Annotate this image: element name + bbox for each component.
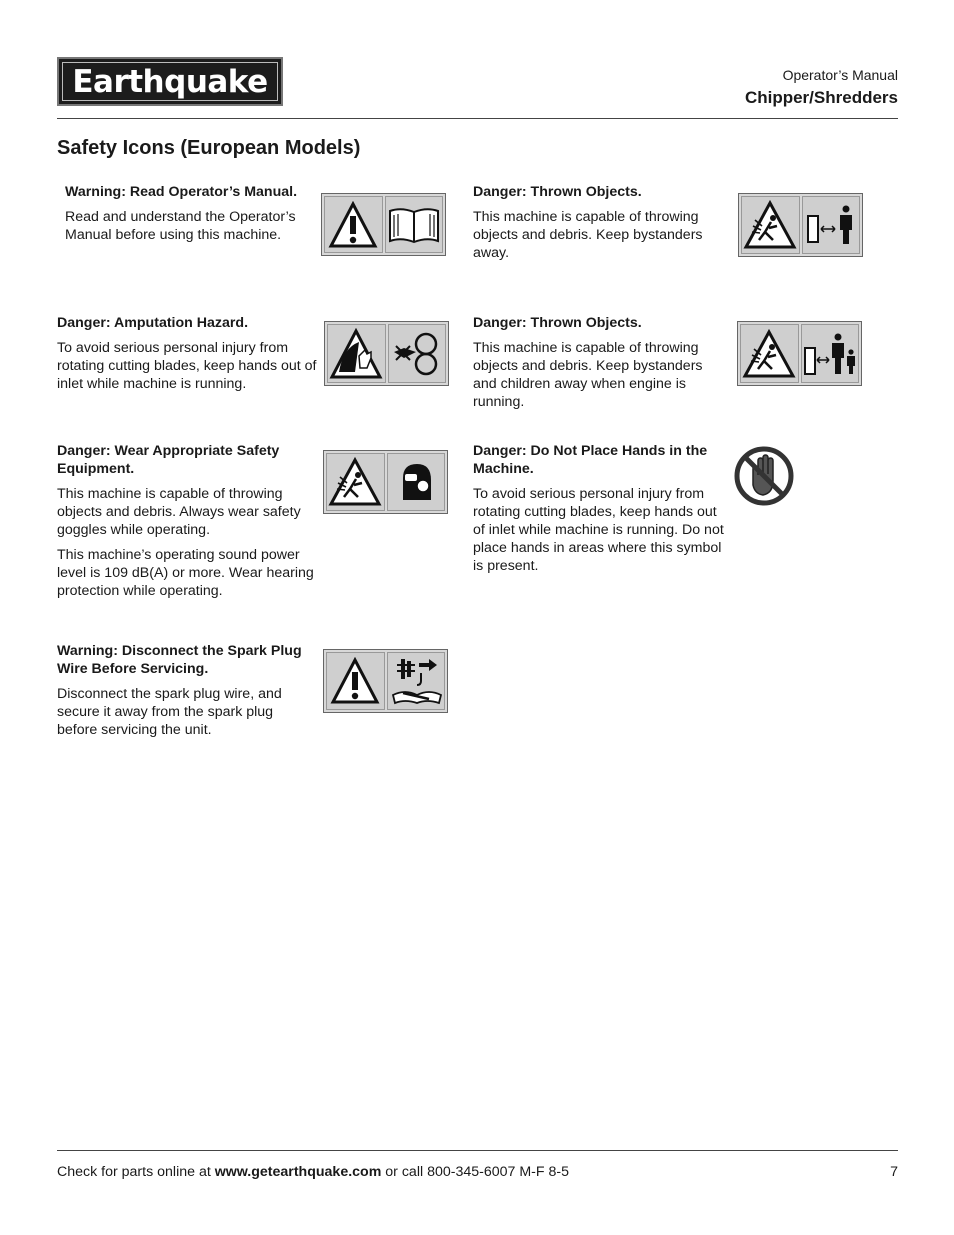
header-divider (57, 118, 898, 119)
safety-entry-read-manual (65, 183, 315, 251)
footer-prefix: Check for parts online at (57, 1164, 215, 1180)
entry-heading: Danger: Thrown Objects. (473, 315, 642, 331)
safety-entry-thrown-objects-children (473, 314, 723, 418)
entry-text: To avoid serious personal injury from rotating cutting blades, keep hands out of inlet while machine is running. (57, 340, 317, 392)
thrown-objects-icon (326, 453, 385, 511)
entry-heading: Warning: Read Operator’s Manual. (65, 184, 298, 200)
entry-text: To avoid serious personal injury from rotating cutting blades, keep hands out of inlet while machine is running. Do not place hands in areas where this symbol is present. (473, 486, 724, 574)
thrown-objects-icon (740, 324, 799, 383)
safety-entry-spark-plug (57, 642, 317, 746)
no-hands-icon (733, 445, 795, 507)
safety-entry-thrown-objects (473, 183, 723, 269)
section-title: Safety Icons (European Models) (57, 137, 361, 159)
brand-logo-text: Earthquake (62, 62, 278, 101)
thrown-objects-icon (741, 196, 800, 254)
safety-entry-safety-equipment (57, 442, 317, 607)
warning-triangle-icon (326, 652, 385, 710)
entry-text: This machine’s operating sound power level is 109 dB(A) or more. Wear hearing protection while operating. (57, 547, 314, 599)
rotating-blades-icon (388, 324, 447, 383)
hand-cutting-blade-icon (327, 324, 386, 383)
entry-heading: Danger: Amputation Hazard. (57, 315, 249, 331)
entry-text: This machine is capable of throwing objects and debris. Keep bystanders and children away when engine is running. (473, 340, 703, 410)
entry-text: This machine is capable of throwing objects and debris. Always wear safety goggles while operating. (57, 486, 301, 538)
icon-panel-spark-plug (323, 649, 448, 713)
entry-heading: Danger: Thrown Objects. (473, 184, 642, 200)
icon-panel-safety-equipment (323, 450, 448, 514)
safety-entry-no-hands (473, 442, 731, 582)
keep-children-away-icon (801, 324, 860, 383)
footer-text (57, 1164, 569, 1180)
safety-entry-amputation (57, 314, 317, 400)
entry-heading: Danger: Do Not Place Hands in the Machine. (473, 443, 708, 477)
entry-text: Disconnect the spark plug wire, and secure it away from the spark plug before servicing the unit. (57, 686, 282, 738)
product-title: Chipper/Shredders (744, 88, 898, 107)
footer-parts-link[interactable]: www.getearthquake.com (214, 1164, 382, 1180)
spark-plug-manual-icon (387, 652, 446, 710)
warning-triangle-icon (324, 196, 383, 253)
entry-text: Read and understand the Operator’s Manual before using this machine. (65, 209, 296, 243)
open-manual-icon (385, 196, 444, 253)
page-number: 7 (890, 1164, 898, 1180)
entry-text: This machine is capable of throwing objects and debris. Keep bystanders away. (473, 209, 703, 261)
icon-panel-thrown-objects-children (737, 321, 862, 386)
safety-goggles-ear-protection-icon (387, 453, 446, 511)
brand-logo (57, 57, 283, 106)
entry-heading: Danger: Wear Appropriate Safety Equipment. (57, 443, 280, 477)
entry-heading: Warning: Disconnect the Spark Plug Wire Before Servicing. (57, 643, 302, 677)
manual-label: Operator’s Manual (782, 67, 898, 83)
footer-divider (57, 1150, 898, 1151)
icon-panel-read-manual (321, 193, 446, 256)
keep-bystanders-away-icon (802, 196, 861, 254)
icon-panel-amputation (324, 321, 449, 386)
footer-suffix: or call 800-345-6007 M-F 8-5 (381, 1164, 570, 1180)
icon-panel-thrown-objects (738, 193, 863, 257)
